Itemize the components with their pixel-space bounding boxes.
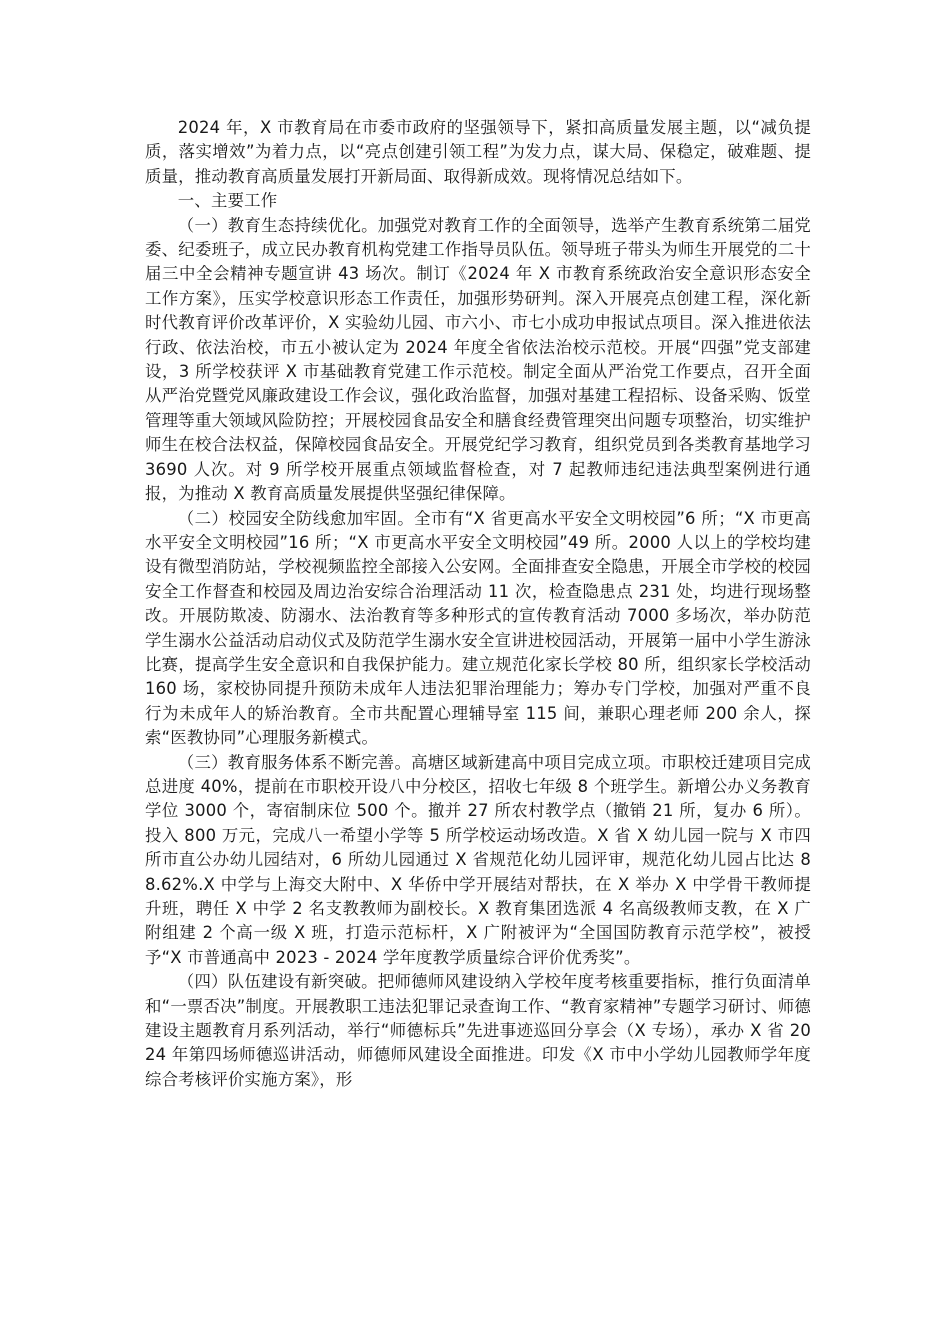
paragraph-education-service: （三）教育服务体系不断完善。高塘区域新建高中项目完成立项。市职校迁建项目完成总进度 40%，提前在市职校开设八中分校区，招收七年级 8 个班学生。新增公办义务教育学位 3000 个，寄宿制床位 500 个。撤并 27 所农村教学点（撤销 21 所，复办 6 所）。投入 800 万元，完成八一希望小学等 5 所学校运动场改造。X 省 X 幼儿园一院与 X 市四所市直公办幼儿园结对，6 所幼儿园通过 X 省规范化幼儿园评审，规范化幼儿园占比达 88.62%.X 中学与上海交大附中、X 华侨中学开展结对帮扶，在 X 举办 X 中学骨干教师提升班，聘任 X 中学 2 名支教教师为副校长。X 教育集团选派 4 名高级教师支教，在 X 广附组建 2 个高一级 X 班，打造示范标杆，X 广附被评为“全国国防教育示范学校”，被授予“X 市普通高中 2023 - 2024 学年度教学质量综合评价优秀奖”。 bbox=[145, 752, 811, 967]
paragraph-campus-safety: （二）校园安全防线愈加牢固。全市有“X 省更高水平安全文明校园”6 所；“X 市更高水平安全文明校园”16 所；“X 市更高水平安全文明校园”49 所。2000 人以上的学校均建设有微型消防站，学校视频监控全部接入公安网。全面排查安全隐患，开展全市学校的校园安全工作督查和校园及周边治安综合治理活动 11 次，检查隐患点 231 处，均进行现场整改。开展防欺凌、防溺水、法治教育等多种形式的宣传教育活动 7000 多场次，举办防范学生溺水公益活动启动仪式及防范学生溺水安全宣讲进校园活动，开展第一届中小学生游泳比赛，提高学生安全意识和自我保护能力。建立规范化家长学校 80 所，组织家长学校活动 160 场，家校协同提升预防未成年人违法犯罪治理能力；筹办专门学校，加强对严重不良行为未成年人的矫治教育。全市共配置心理辅导室 115 间，兼职心理老师 200 余人，探索“医教协同”心理服务新模式。 bbox=[145, 508, 811, 748]
paragraph-teacher-team: （四）队伍建设有新突破。把师德师风建设纳入学校年度考核重要指标，推行负面清单和“一票否决”制度。开展教职工违法犯罪记录查询工作、“教育家精神”专题学习研讨、师德建设主题教育月系列活动，举行“师德标兵”先进事迹巡回分享会（X 专场），承办 X 省 2024 年第四场师德巡讲活动，师德师风建设全面推进。印发《X 市中小学幼儿园教师学年度综合考核评价实施方案》，形 bbox=[145, 972, 811, 1089]
intro-paragraph: 2024 年，X 市教育局在市委市政府的坚强领导下，紧扣高质量发展主题，以“减负提质，落实增效”为着力点，以“亮点创建引领工程”为发力点，谋大局、保稳定，破难题、提质量，推动教育高质量发展打开新局面、取得新成效。现将情况总结如下。 bbox=[145, 118, 811, 186]
section-heading-main-work: 一、主要工作 bbox=[177, 191, 278, 211]
paragraph-education-ecology: （一）教育生态持续优化。加强党对教育工作的全面领导，选举产生教育系统第二届党委、纪委班子，成立民办教育机构党建工作指导员队伍。领导班子带头为师生开展党的二十届三中全会精神专题宣讲 43 场次。制订《2024 年 X 市教育系统政治安全意识形态安全工作方案》，压实学校意识形态工作责任，加强形势研判。深入开展亮点创建工程，深化新时代教育评价改革评价，X 实验幼儿园、市六小、市七小成功申报试点项目。深入推进依法行政、依法治校，市五小被认定为 2024 年度全省依法治校示范校。开展“四强”党支部建设，3 所学校获评 X 市基础教育党建工作示范校。制定全面从严治党工作要点，召开全面从严治党暨党风廉政建设工作会议，强化政治监督，加强对基建工程招标、设备采购、饭堂管理等重大领域风险防控；开展校园食品安全和膳食经费管理突出问题专项整治，切实维护师生在校合法权益，保障校园食品安全。开展党纪学习教育，组织党员到各类教育基地学习 3690 人次。对 9 所学校开展重点领域监督检查，对 7 起教师违纪违法典型案例进行通报，为推动 X 教育高质量发展提供坚强纪律保障。 bbox=[145, 215, 811, 504]
document-page bbox=[145, 116, 811, 1092]
